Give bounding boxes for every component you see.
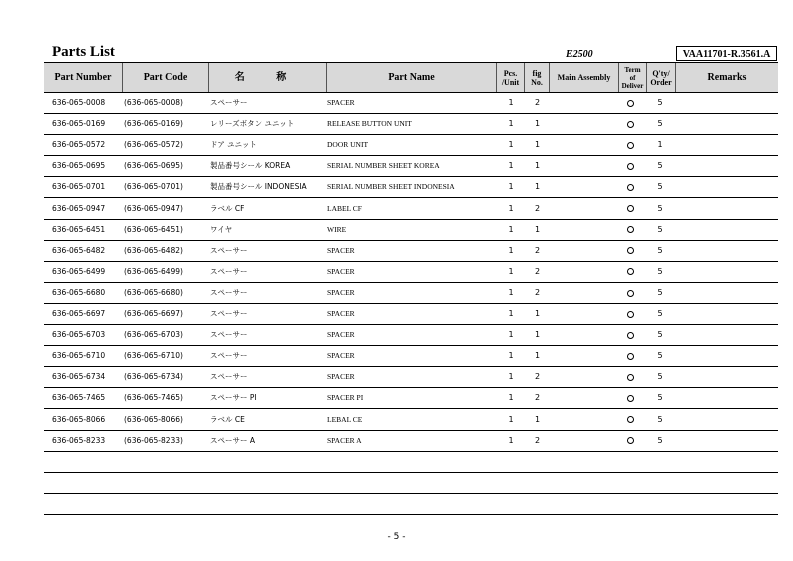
cell-part-name: SPACER A <box>327 435 362 445</box>
circle-icon <box>627 395 634 402</box>
cell-qty-order: 5 <box>657 119 663 129</box>
header-part-name: Part Name <box>327 63 497 92</box>
cell-part-number: 636-065-8066 <box>52 414 106 424</box>
term-of-delivery-circle-icon <box>619 304 642 324</box>
cell-japanese-name: スペーサー <box>210 245 248 255</box>
cell-part-name: DOOR UNIT <box>327 140 369 150</box>
page-number: - 5 - <box>387 532 406 542</box>
header-fig-line2: No. <box>531 77 543 87</box>
header-qty-line1: Q'ty/ <box>652 68 670 78</box>
cell-pcs-unit: 1 <box>508 393 514 403</box>
table-row <box>44 135 778 156</box>
circle-icon <box>627 311 634 318</box>
circle-icon <box>627 290 634 297</box>
cell-part-number: 636-065-6734 <box>52 372 106 382</box>
header-term-line2: of <box>629 73 636 82</box>
cell-japanese-name: ワイヤ <box>210 224 233 234</box>
table-row <box>44 325 778 346</box>
term-of-delivery-circle-icon <box>619 431 642 451</box>
cell-pcs-unit: 1 <box>508 287 514 297</box>
cell-part-code: (636-065-0695) <box>124 161 183 171</box>
header-main-assembly: Main Assembly <box>550 63 619 92</box>
cell-fig-no: 2 <box>534 393 541 403</box>
cell-pcs-unit: 1 <box>508 140 514 150</box>
cell-fig-no: 1 <box>534 140 541 150</box>
cell-part-code: (636-065-6451) <box>124 224 183 234</box>
circle-icon <box>627 184 634 191</box>
cell-qty-order: 5 <box>657 287 663 297</box>
table-row <box>44 346 778 367</box>
header-qty-line2: Order <box>650 77 672 87</box>
circle-icon <box>627 332 634 339</box>
cell-part-code: (636-065-6482) <box>124 245 183 255</box>
cell-part-name: LABEL CF <box>327 203 362 213</box>
cell-fig-no: 1 <box>534 351 541 361</box>
header-part-number: Part Number <box>44 63 123 92</box>
cell-part-number: 636-065-0572 <box>52 140 106 150</box>
cell-part-number: 636-065-6499 <box>52 266 106 276</box>
circle-icon <box>627 205 634 212</box>
cell-pcs-unit: 1 <box>508 203 514 213</box>
cell-part-number: 636-065-6710 <box>52 351 106 361</box>
circle-icon <box>627 374 634 381</box>
cell-part-code: (636-065-8066) <box>124 414 183 424</box>
cell-japanese-name: スペーサー <box>210 266 248 276</box>
cell-qty-order: 5 <box>657 309 663 318</box>
table-row <box>44 304 778 325</box>
cell-japanese-name: スペーサー <box>210 98 248 107</box>
header-qty-order <box>647 63 676 92</box>
cell-japanese-name: スペーサー PI <box>210 393 257 403</box>
header-pcs-line2: /Unit <box>501 77 520 87</box>
term-of-delivery-circle-icon <box>619 156 642 176</box>
circle-icon <box>627 268 634 275</box>
cell-part-number: 636-065-6703 <box>52 330 106 340</box>
cell-pcs-unit: 1 <box>508 266 514 276</box>
cell-part-name: SPACER <box>327 287 355 297</box>
cell-pcs-unit: 1 <box>508 435 514 445</box>
table-row <box>44 156 778 177</box>
cell-pcs-unit: 1 <box>508 98 514 107</box>
cell-part-code: (636-065-0169) <box>124 119 183 129</box>
cell-qty-order: 5 <box>657 203 663 213</box>
cell-fig-no: 2 <box>534 372 541 382</box>
cell-qty-order: 5 <box>657 98 663 107</box>
cell-fig-no: 2 <box>534 266 541 276</box>
document-number: VAA11701-R.3561.A <box>676 46 777 61</box>
circle-icon <box>627 247 634 254</box>
cell-part-name: SPACER <box>327 372 355 382</box>
term-of-delivery-circle-icon <box>619 410 642 430</box>
term-of-delivery-circle-icon <box>619 177 642 197</box>
empty-table-row <box>44 494 778 515</box>
cell-part-number: 636-065-6451 <box>52 224 106 234</box>
circle-icon <box>627 142 634 149</box>
circle-icon <box>627 437 634 444</box>
cell-part-number: 636-065-0695 <box>52 161 106 171</box>
cell-fig-no: 1 <box>534 414 541 424</box>
cell-qty-order: 5 <box>657 435 663 445</box>
cell-qty-order: 5 <box>657 414 663 424</box>
empty-table-row <box>44 473 778 494</box>
cell-pcs-unit: 1 <box>508 351 514 361</box>
cell-part-code: (636-065-6680) <box>124 287 183 297</box>
cell-part-name: RELEASE BUTTON UNIT <box>327 119 412 129</box>
table-row <box>44 283 778 304</box>
circle-icon <box>627 100 634 107</box>
table-row <box>44 262 778 283</box>
cell-fig-no: 1 <box>534 224 541 234</box>
cell-japanese-name: スペーサー <box>210 351 248 361</box>
table-row <box>44 177 778 198</box>
cell-japanese-name: ドア ユニット <box>210 140 257 150</box>
cell-part-code: (636-065-0572) <box>124 140 183 150</box>
cell-fig-no: 1 <box>534 161 541 171</box>
cell-qty-order: 5 <box>657 224 663 234</box>
cell-pcs-unit: 1 <box>508 245 514 255</box>
header-term-line3: Deliver <box>621 81 644 90</box>
circle-icon <box>627 226 634 233</box>
cell-part-name: SPACER <box>327 245 355 255</box>
term-of-delivery-circle-icon <box>619 325 642 345</box>
cell-part-number: 636-065-6482 <box>52 245 106 255</box>
cell-qty-order: 5 <box>657 351 663 361</box>
cell-qty-order: 5 <box>657 266 663 276</box>
term-of-delivery-circle-icon <box>619 93 642 113</box>
header-term-of-delivery <box>619 63 647 92</box>
cell-fig-no: 2 <box>534 98 541 107</box>
circle-icon <box>627 121 634 128</box>
header-part-code: Part Code <box>123 63 209 92</box>
cell-japanese-name: ラベル CF <box>210 203 245 213</box>
cell-qty-order: 5 <box>657 182 663 192</box>
cell-pcs-unit: 1 <box>508 330 514 340</box>
cell-part-name: WIRE <box>327 224 347 234</box>
cell-pcs-unit: 1 <box>508 224 514 234</box>
cell-part-number: 636-065-0008 <box>52 98 106 107</box>
header-fig-no <box>525 63 550 92</box>
cell-part-code: (636-065-6710) <box>124 351 183 361</box>
table-row <box>44 199 778 220</box>
cell-part-code: (636-065-6734) <box>124 372 183 382</box>
table-row <box>44 241 778 262</box>
cell-part-name: SPACER PI <box>327 393 364 403</box>
cell-fig-no: 2 <box>534 245 541 255</box>
cell-fig-no: 2 <box>534 287 541 297</box>
circle-icon <box>627 416 634 423</box>
cell-fig-no: 1 <box>534 330 541 340</box>
cell-part-number: 636-065-7465 <box>52 393 106 403</box>
cell-part-code: (636-065-6499) <box>124 266 183 276</box>
cell-japanese-name: スペーサー <box>210 287 248 297</box>
cell-part-number: 636-065-0701 <box>52 182 106 192</box>
table-row <box>44 388 778 409</box>
cell-part-code: (636-065-6697) <box>124 309 183 318</box>
cell-part-number: 636-065-0169 <box>52 119 106 129</box>
cell-japanese-name: スペーサー <box>210 372 248 382</box>
cell-part-code: (636-065-8233) <box>124 435 183 445</box>
cell-qty-order: 5 <box>657 161 663 171</box>
cell-fig-no: 1 <box>534 119 541 129</box>
cell-qty-order: 5 <box>657 393 663 403</box>
model-name: E2500 <box>566 49 593 60</box>
header-japanese-name: 名 称 <box>209 63 327 92</box>
table-row <box>44 410 778 431</box>
cell-japanese-name: 製品番号シール INDONESIA <box>210 182 307 192</box>
term-of-delivery-circle-icon <box>619 367 642 387</box>
cell-part-number: 636-065-6697 <box>52 309 106 318</box>
cell-part-name: SPACER <box>327 309 355 318</box>
cell-japanese-name: スペーサー A <box>210 435 256 445</box>
cell-part-number: 636-065-6680 <box>52 287 106 297</box>
term-of-delivery-circle-icon <box>619 135 642 155</box>
cell-part-code: (636-065-0947) <box>124 203 183 213</box>
table-row <box>44 93 778 114</box>
header-term-line1: Term <box>624 65 641 74</box>
term-of-delivery-circle-icon <box>619 283 642 303</box>
term-of-delivery-circle-icon <box>619 114 642 134</box>
cell-qty-order: 5 <box>657 372 663 382</box>
cell-part-code: (636-065-0008) <box>124 98 183 107</box>
circle-icon <box>627 163 634 170</box>
header-pcs-line1: Pcs. <box>503 68 518 78</box>
cell-part-code: (636-065-7465) <box>124 393 183 403</box>
cell-part-code: (636-065-0701) <box>124 182 183 192</box>
table-header <box>44 62 778 93</box>
page-title: Parts List <box>52 44 115 60</box>
cell-qty-order: 5 <box>657 245 663 255</box>
cell-part-name: SPACER <box>327 330 355 340</box>
cell-part-name: SPACER <box>327 98 355 107</box>
cell-pcs-unit: 1 <box>508 119 514 129</box>
cell-part-number: 636-065-8233 <box>52 435 106 445</box>
cell-part-name: SERIAL NUMBER SHEET KOREA <box>327 161 440 171</box>
header-fig-line1: fig <box>532 68 542 78</box>
cell-part-number: 636-065-0947 <box>52 203 106 213</box>
header-pcs-unit <box>497 63 525 92</box>
cell-japanese-name: スペーサー <box>210 330 248 340</box>
circle-icon <box>627 353 634 360</box>
table-row <box>44 367 778 388</box>
empty-table-row <box>44 452 778 473</box>
cell-part-name: SERIAL NUMBER SHEET INDONESIA <box>327 182 455 192</box>
cell-japanese-name: レリーズボタン ユニット <box>210 119 295 129</box>
table-row <box>44 431 778 452</box>
cell-fig-no: 1 <box>534 182 541 192</box>
cell-pcs-unit: 1 <box>508 414 514 424</box>
cell-japanese-name: スペーサー <box>210 309 248 318</box>
cell-fig-no: 2 <box>534 435 541 445</box>
cell-japanese-name: ラベル CE <box>210 414 245 424</box>
term-of-delivery-circle-icon <box>619 199 642 219</box>
header-remarks: Remarks <box>707 72 747 83</box>
term-of-delivery-circle-icon <box>619 388 642 408</box>
cell-part-name: SPACER <box>327 266 355 276</box>
term-of-delivery-circle-icon <box>619 220 642 240</box>
cell-pcs-unit: 1 <box>508 161 514 171</box>
table-row <box>44 114 778 135</box>
cell-pcs-unit: 1 <box>508 182 514 192</box>
cell-pcs-unit: 1 <box>508 309 514 318</box>
cell-part-name: LEBAL CE <box>327 414 363 424</box>
cell-pcs-unit: 1 <box>508 372 514 382</box>
cell-part-name: SPACER <box>327 351 355 361</box>
term-of-delivery-circle-icon <box>619 241 642 261</box>
cell-part-code: (636-065-6703) <box>124 330 183 340</box>
cell-fig-no: 2 <box>534 203 541 213</box>
term-of-delivery-circle-icon <box>619 262 642 282</box>
cell-fig-no: 1 <box>534 309 541 318</box>
cell-japanese-name: 製品番号シール KOREA <box>210 161 291 171</box>
table-row <box>44 220 778 241</box>
cell-qty-order: 5 <box>657 330 663 340</box>
term-of-delivery-circle-icon <box>619 346 642 366</box>
cell-qty-order: 1 <box>657 140 663 150</box>
